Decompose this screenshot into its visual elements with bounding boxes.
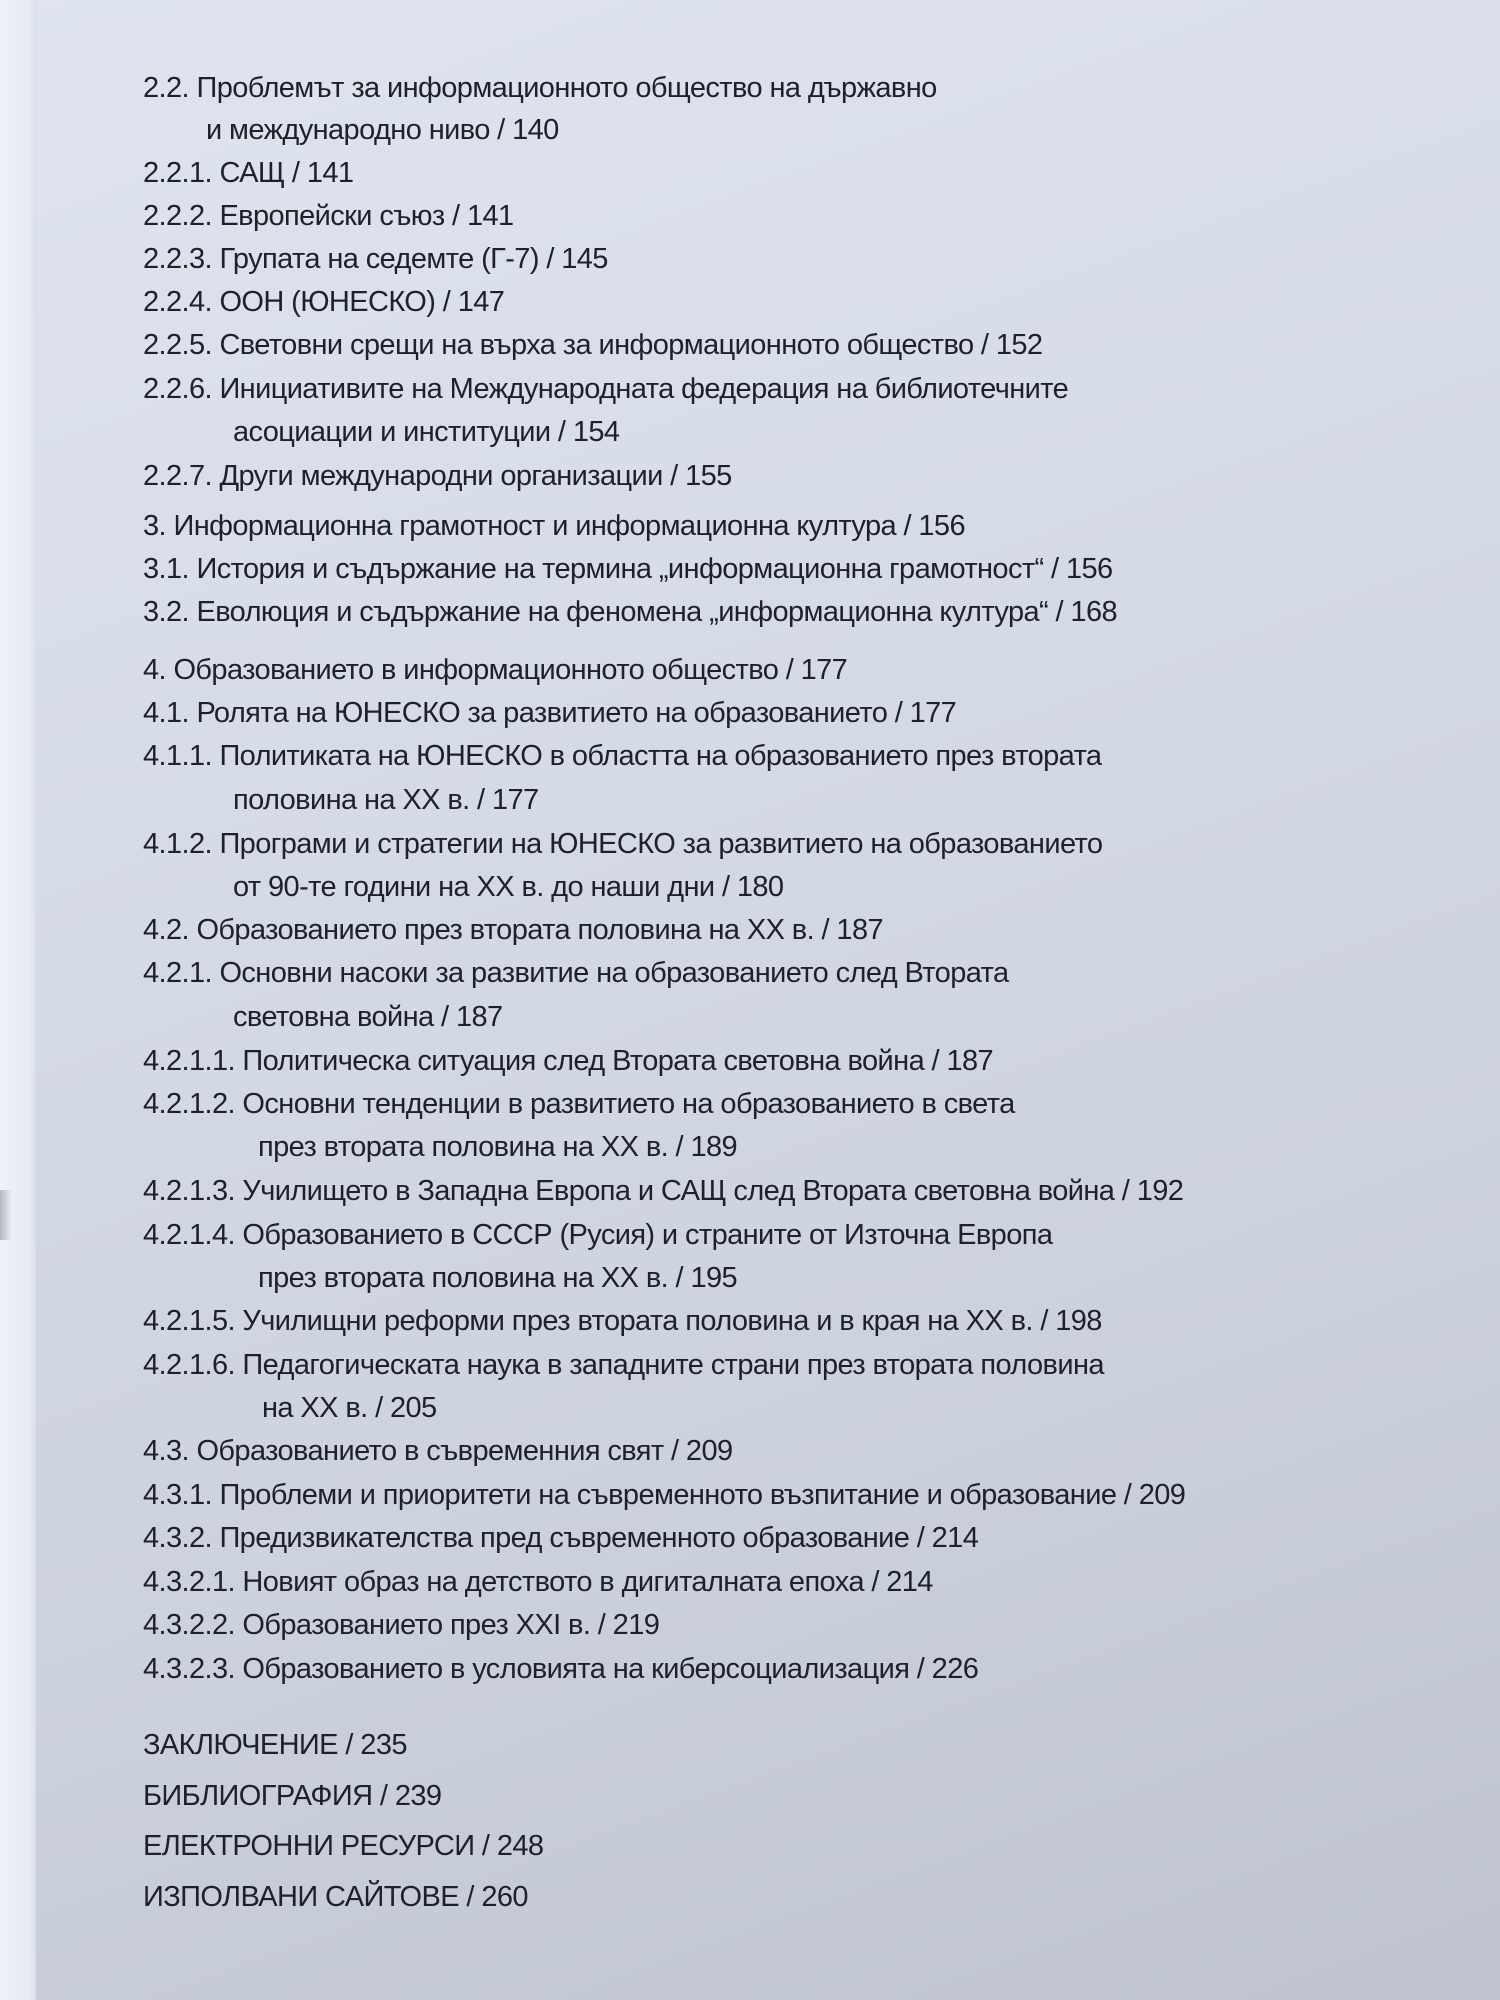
toc-entry: [143, 553, 1113, 586]
toc-entry-number: 4.2.1.6.: [143, 1349, 235, 1381]
toc-entry-number: 2.2.1.: [143, 157, 212, 189]
toc-entry-number: 4.2.1.5.: [143, 1305, 235, 1337]
toc-entry: [143, 1349, 1104, 1382]
toc-entry-title: Педагогическата наука в западните страни през втората половина: [242, 1349, 1104, 1381]
toc-entry-title: Училището в Западна Европа и САЩ след Втората световна война / 192: [242, 1175, 1184, 1207]
toc-entry: [143, 510, 965, 543]
toc-entry: [143, 1305, 1102, 1338]
toc-entry-number: 4.3.2.3.: [143, 1653, 235, 1685]
toc-entry-continuation: през втората половина на XX в. / 189: [258, 1131, 738, 1163]
toc-entry-title: Световни срещи на върха за информационното общество / 152: [219, 329, 1043, 361]
toc-entry-title: Инициативите на Международната федерация на библиотечните: [219, 373, 1069, 405]
toc-entry-title: Европейски съюз / 141: [219, 200, 514, 232]
toc-entry-number: 2.2.6.: [143, 373, 212, 405]
toc-entry: [143, 1609, 659, 1642]
toc-entry-number: 3.1.: [143, 553, 189, 585]
toc-entry-title: Групата на седемте (Г-7) / 145: [219, 243, 608, 275]
toc-entry-continuation: през втората половина на XX в. / 195: [258, 1262, 738, 1294]
toc-entry-title: Политическа ситуация след Втората световна война / 187: [242, 1045, 994, 1077]
toc-entry-number: 4.2.1.3.: [143, 1175, 235, 1207]
toc-entry-title: Ролята на ЮНЕСКО за развитието на образованието / 177: [196, 697, 957, 729]
toc-entry: [143, 654, 847, 687]
toc-entry: [143, 460, 732, 493]
toc-entry: [143, 286, 504, 319]
toc-entry-number: 3.2.: [143, 596, 189, 628]
toc-entry-title: Предизвикателства пред съвременното образование / 214: [219, 1522, 979, 1554]
toc-entry: [143, 1088, 1015, 1121]
toc-entry-continuation: на XX в. / 205: [262, 1392, 437, 1424]
toc-back-matter-conclusion: ЗАКЛЮЧЕНИЕ / 235: [143, 1729, 407, 1761]
toc-entry-continuation: световна война / 187: [233, 1001, 503, 1033]
toc-entry-title: Програми и стратегии на ЮНЕСКО за развитието на образованието: [219, 828, 1103, 860]
toc-entry: [143, 957, 1009, 990]
toc-entry-number: 4.: [143, 654, 166, 686]
toc-entry-number: 2.2.2.: [143, 200, 212, 232]
toc-entry-number: 2.2.4.: [143, 286, 212, 318]
toc-entry-title: Информационна грамотност и информационна култура / 156: [173, 510, 965, 542]
toc-back-matter-electronic-resources: ЕЛЕКТРОННИ РЕСУРСИ / 248: [143, 1830, 544, 1862]
toc-entry: [143, 740, 1101, 773]
toc-entry-continuation: половина на XX в. / 177: [233, 784, 539, 816]
toc-entry: [143, 373, 1068, 406]
toc-entry: [143, 243, 608, 276]
toc-entry-number: 4.1.2.: [143, 828, 212, 860]
toc-entry-title: Образованието в съвременния свят / 209: [196, 1435, 733, 1467]
toc-entry-continuation: и международно ниво / 140: [206, 114, 559, 146]
toc-entry-continuation: от 90-те години на XX в. до наши дни / 180: [233, 871, 784, 903]
toc-back-matter-websites: ИЗПОЛВАНИ САЙТОВЕ / 260: [143, 1881, 528, 1913]
toc-entry-title: САЩ / 141: [219, 157, 354, 189]
toc-entry-title: Основни насоки за развитие на образованието след Втората: [219, 957, 1009, 989]
toc-entry-title: Образованието през XXI в. / 219: [242, 1609, 660, 1641]
toc-entry: [143, 1219, 1052, 1252]
toc-entry-title: Новият образ на детството в дигиталната епоха / 214: [242, 1566, 933, 1598]
toc-entry-number: 4.3.1.: [143, 1479, 212, 1511]
toc-entry-title: Политиката на ЮНЕСКО в областта на образованието през втората: [219, 740, 1102, 772]
toc-entry: [143, 1175, 1183, 1208]
toc-entry: [143, 157, 353, 190]
toc-entry-title: Основни тенденции в развитието на образованието в света: [242, 1088, 1015, 1120]
toc-entry: [143, 200, 514, 233]
toc-entry: [143, 596, 1117, 629]
toc-entry-number: 4.2.1.1.: [143, 1045, 235, 1077]
toc-back-matter-bibliography: БИБЛИОГРАФИЯ / 239: [143, 1780, 442, 1812]
toc-entry-title: Училищни реформи през втората половина и в края на XX в. / 198: [242, 1305, 1102, 1337]
toc-entry: [143, 697, 956, 730]
toc-entry-number: 2.2.5.: [143, 329, 212, 361]
toc-entry-number: 2.2.7.: [143, 460, 212, 492]
toc-entry: [143, 1522, 978, 1555]
toc-entry-number: 2.2.: [143, 72, 189, 104]
toc-entry-number: 4.1.1.: [143, 740, 212, 772]
toc-entry-number: 4.2.1.4.: [143, 1219, 235, 1251]
toc-entry: [143, 1479, 1185, 1512]
toc-entry-title: Образованието в СССР (Русия) и страните от Източна Европа: [242, 1219, 1053, 1251]
toc-entry: [143, 1045, 993, 1078]
toc-entry-number: 3.: [143, 510, 166, 542]
toc-entry: [143, 828, 1102, 861]
toc-entry-title: Образованието в условията на киберсоциализация / 226: [242, 1653, 979, 1685]
toc-entry: [143, 1566, 933, 1599]
toc-entry-number: 4.3.2.: [143, 1522, 212, 1554]
toc-entry-title: Проблеми и приоритети на съвременното възпитание и образование / 209: [219, 1479, 1186, 1511]
toc-entry-number: 4.2.1.2.: [143, 1088, 235, 1120]
toc-entry-number: 4.3.: [143, 1435, 189, 1467]
toc-entry: [143, 72, 937, 105]
toc-entry-title: Проблемът за информационното общество на държавно: [196, 72, 937, 104]
toc-entry-number: 4.3.2.2.: [143, 1609, 235, 1641]
toc-entry-title: Образованието през втората половина на XX в. / 187: [196, 914, 884, 946]
toc-entry-title: Други международни организации / 155: [219, 460, 732, 492]
toc-entry-continuation: асоциации и институции / 154: [233, 416, 620, 448]
toc-entry-number: 4.2.1.: [143, 957, 212, 989]
toc-entry-number: 4.3.2.1.: [143, 1566, 235, 1598]
toc-entry-title: История и съдържание на термина „информационна грамотност“ / 156: [196, 553, 1113, 585]
toc-entry-number: 4.1.: [143, 697, 189, 729]
toc-entry: [143, 914, 883, 947]
toc-entry-title: Еволюция и съдържание на феномена „информационна култура“ / 168: [196, 596, 1118, 628]
toc-entry-title: ООН (ЮНЕСКО) / 147: [219, 286, 505, 318]
toc-entry: [143, 329, 1042, 362]
toc-entry-title: Образованието в информационното общество / 177: [173, 654, 848, 686]
toc-entry-number: 4.2.: [143, 914, 189, 946]
toc-entry: [143, 1435, 733, 1468]
toc-entry-number: 2.2.3.: [143, 243, 212, 275]
toc-entry: [143, 1653, 978, 1686]
